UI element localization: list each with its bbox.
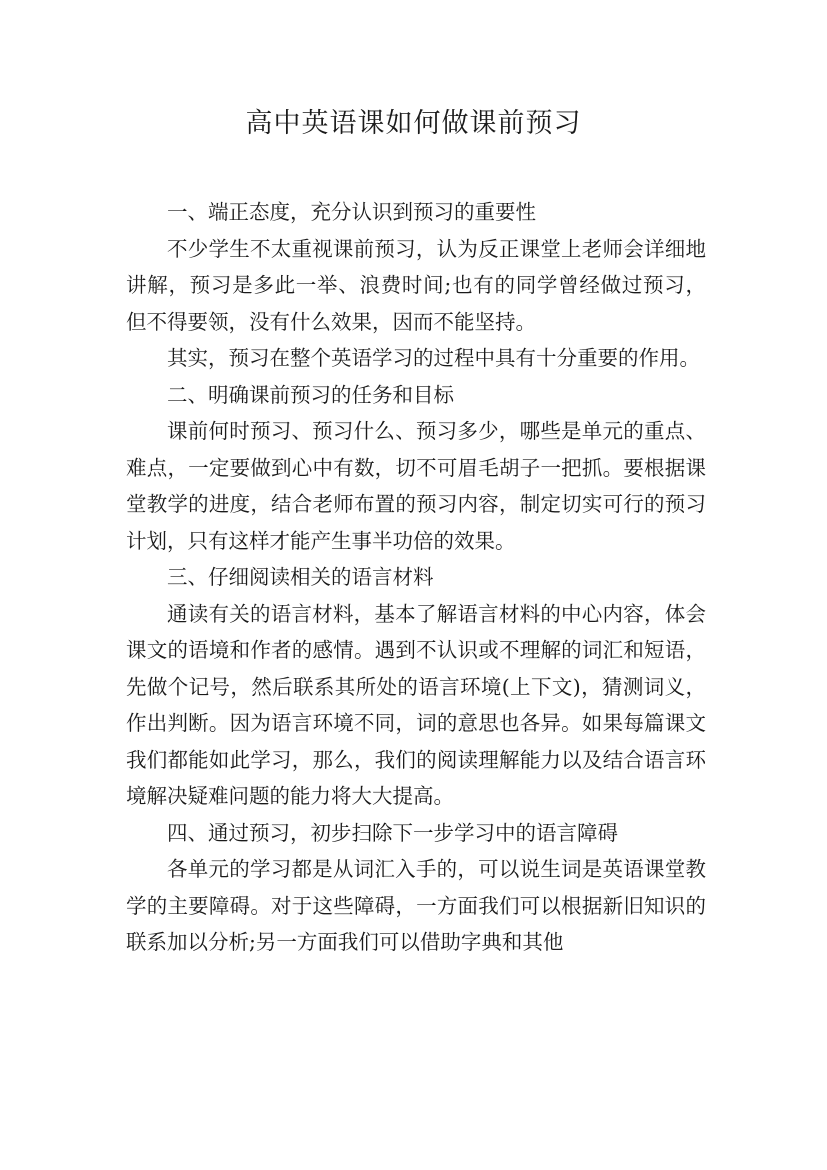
section-heading-3: 三、仔细阅读相关的语言材料 [167, 565, 434, 589]
paragraph-5: 各单元的学习都是从词汇入手的，可以说生词是英语课堂教学的主要障碍。对于这些障碍，一方面我们可以根据新旧知识的联系加以分析;另一方面我们可以借助字典和其他 [126, 857, 706, 954]
paragraph-1: 不少学生不太重视课前预习，认为反正课堂上老师会详细地讲解，预习是多此一举、浪费时间;也有的同学曾经做过预习，但不得要领，没有什么效果，因而不能坚持。 [126, 236, 706, 334]
document-body [126, 194, 706, 961]
paragraph-4: 通读有关的语言材料，基本了解语言材料的中心内容，体会课文的语境和作者的感情。遇到不认识或不理解的词汇和短语，先做个记号，然后联系其所处的语言环境(上下文)，猜测词义，作出判断。因为语言环境不同，词的意思也各异。如果每篇课文我们都能如此学习，那么，我们的阅读理解能力以及结合语言环境解决疑难问题的能力将大大提高。 [126, 601, 706, 808]
document-title: 高中英语课如何做课前预习 [245, 108, 582, 139]
section-heading-2: 二、明确课前预习的任务和目标 [167, 382, 454, 407]
paragraph-3: 课前何时预习、预习什么、预习多少，哪些是单元的重点、难点，一定要做到心中有数，切不可眉毛胡子一把抓。要根据课堂教学的进度，结合老师布置的预习内容，制定切实可行的预习计划，只有这样才能产生事半功倍的效果。 [126, 419, 706, 553]
section-heading-1: 一、端正态度，充分认识到预习的重要性 [167, 200, 536, 224]
paragraph-2: 其实，预习在整个英语学习的过程中具有十分重要的作用。 [167, 346, 700, 370]
section-heading-4: 四、通过预习，初步扫除下一步学习中的语言障碍 [167, 820, 618, 845]
